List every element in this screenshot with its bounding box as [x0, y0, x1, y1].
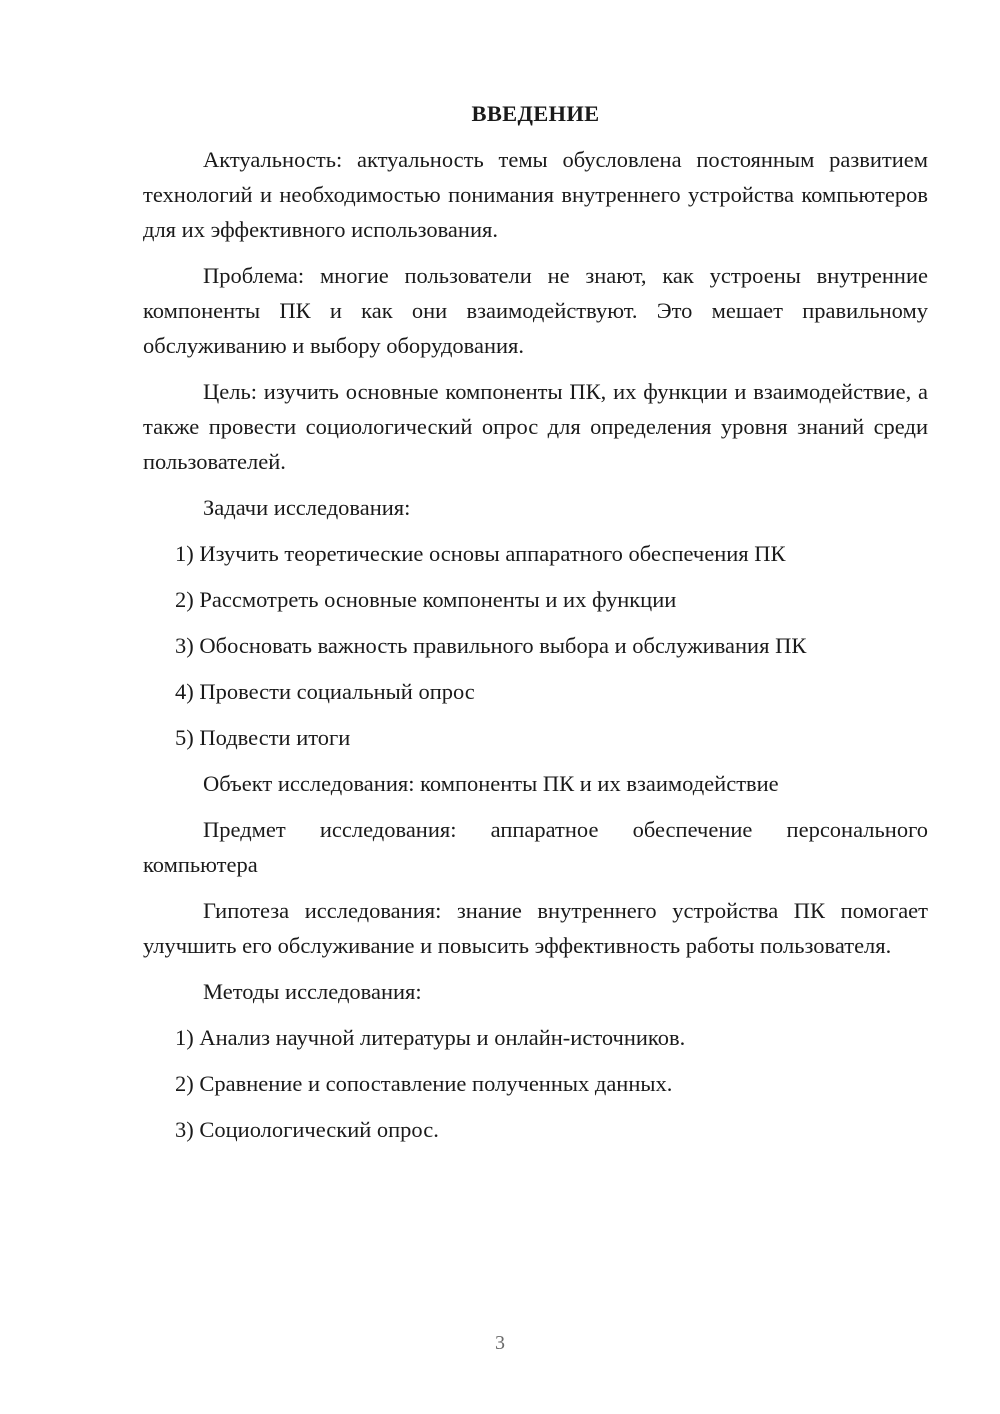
problem-paragraph: Проблема: многие пользователи не знают, как устроены внутренние компоненты ПК и как они взаимодействуют. Это мешает правильному обслуживанию и выбору оборудования.	[143, 263, 928, 358]
list-item: 1) Анализ научной литературы и онлайн-источников.	[175, 1025, 686, 1050]
list-item: 2) Рассмотреть основные компоненты и их функции	[175, 587, 677, 612]
methods-heading: Методы исследования:	[203, 979, 422, 1004]
object-paragraph: Объект исследования: компоненты ПК и их взаимодействие	[203, 771, 779, 796]
list-item: 3) Обосновать важность правильного выбора и обслуживания ПК	[175, 633, 807, 658]
relevance-paragraph: Актуальность: актуальность темы обусловлена постоянным развитием технологий и необходимостью понимания внутреннего устройства компьютеров для их эффективного использования.	[143, 147, 928, 242]
list-item: 1) Изучить теоретические основы аппаратного обеспечения ПК	[175, 541, 786, 566]
page-number: 3	[495, 1332, 505, 1354]
list-item: 4) Провести социальный опрос	[175, 679, 475, 704]
hypothesis-paragraph: Гипотеза исследования: знание внутреннего устройства ПК помогает улучшить его обслуживание и повысить эффективность работы пользователя.	[143, 898, 928, 958]
list-item: 2) Сравнение и сопоставление полученных данных.	[175, 1071, 673, 1096]
list-item: 3) Социологический опрос.	[175, 1117, 439, 1142]
subject-paragraph: Предмет исследования: аппаратное обеспечение персонального компьютера	[143, 817, 928, 877]
goal-paragraph: Цель: изучить основные компоненты ПК, их функции и взаимодействие, а также провести социологический опрос для определения уровня знаний среди пользователей.	[143, 379, 928, 474]
tasks-heading: Задачи исследования:	[203, 495, 411, 520]
document-page	[143, 96, 928, 1158]
list-item: 5) Подвести итоги	[175, 725, 351, 750]
section-title: ВВЕДЕНИЕ	[471, 101, 600, 126]
